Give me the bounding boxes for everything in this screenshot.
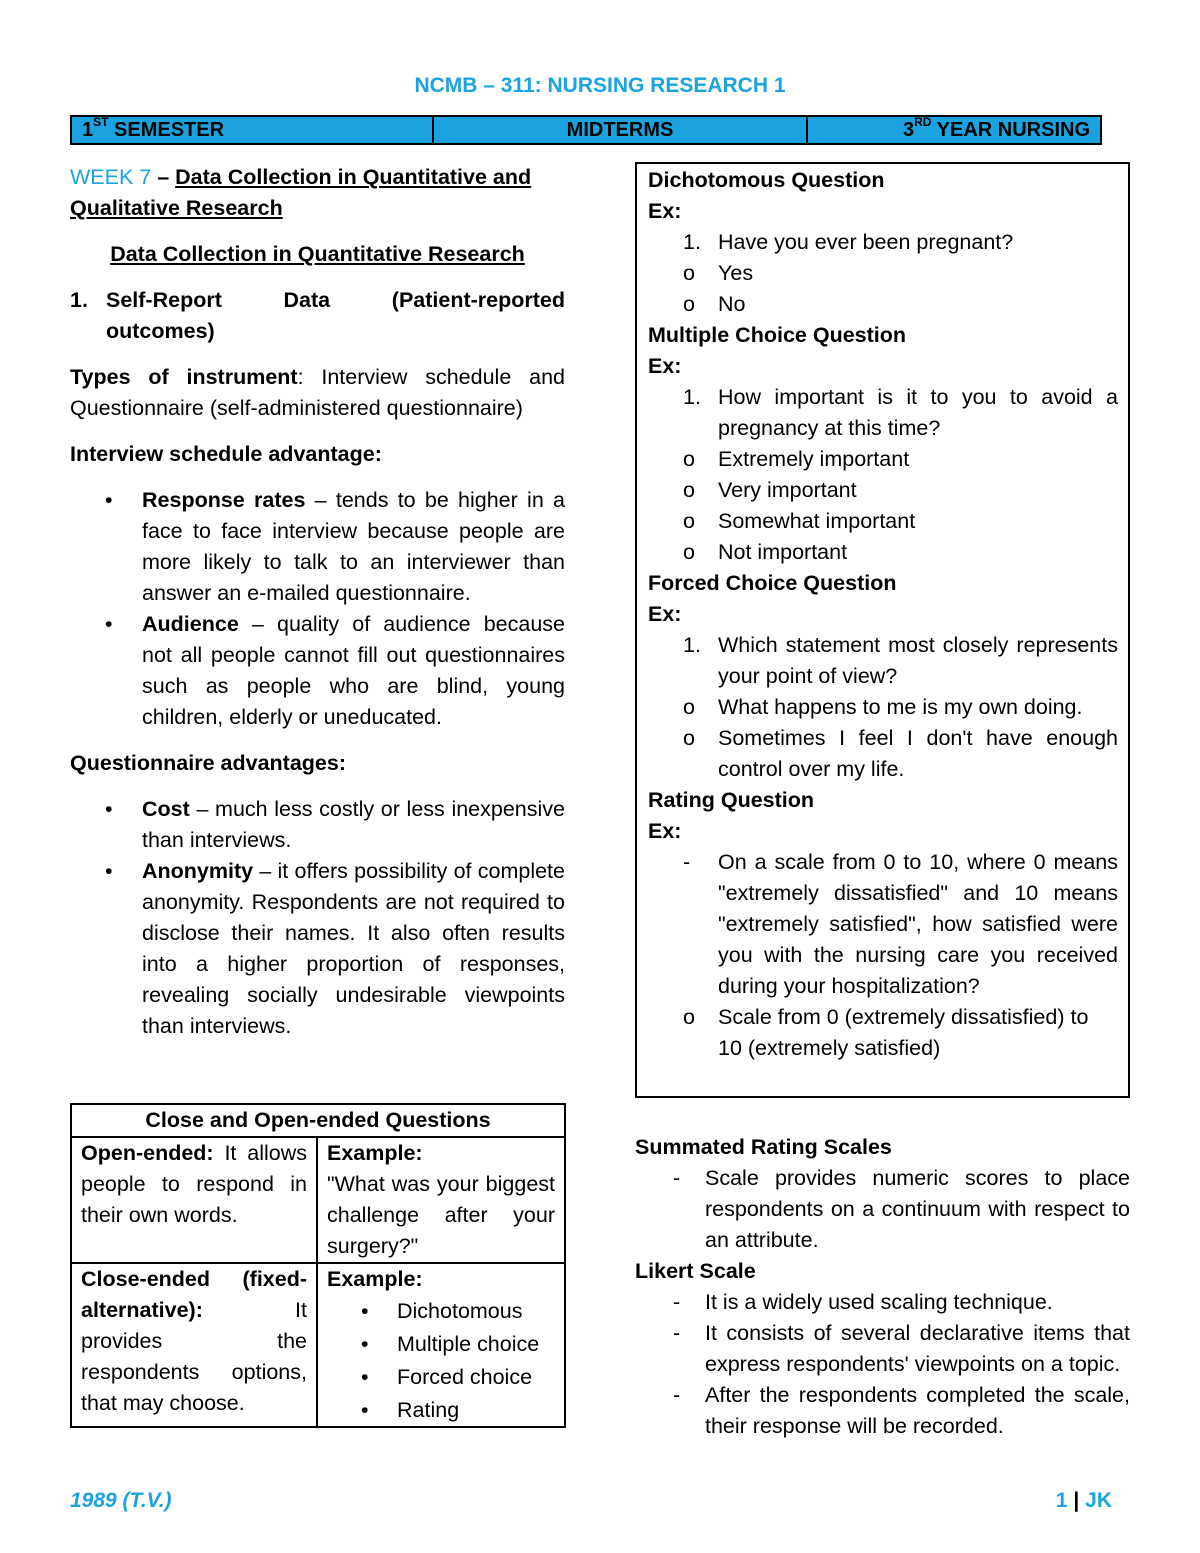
interview-heading: Interview schedule advantage: [70, 442, 382, 466]
interview-bullets [70, 485, 565, 733]
list-item: • Forced choice [361, 1365, 533, 1389]
section-heading: Data Collection in Quantitative Research [110, 242, 525, 266]
option-item: o Very important [683, 478, 857, 502]
week-heading: WEEK 7 – Data Collection in Quantitative and Qualitative Research [70, 165, 532, 220]
list-item: - It consists of several declarative items that express respondents' viewpoints on a topic. [673, 1321, 1130, 1376]
close-ended-cell: Close-ended (fixed-alternative): It provides the respondents options, that may choose. [71, 1263, 317, 1427]
header-term: MIDTERMS [434, 117, 808, 143]
option-item: o Scale from 0 (extremely dissatisfied) to 10 (extremely satisfied) [683, 1005, 1089, 1060]
table-title: Close and Open-ended Questions [71, 1104, 565, 1137]
ex-label: Ex: [648, 819, 682, 843]
bullet-item: • Anonymity – it offers possibility of complete anonymity. Respondents are not required to disclose their names. It also often results into a higher proportion of responses, revealing socially undesirable viewpoints than interviews. [105, 859, 565, 1038]
question-item: 1. How important is it to you to avoid a pregnancy at this time? [683, 385, 1118, 440]
table-row [71, 1263, 565, 1427]
close-example-cell: Example: • Dichotomous • Multiple choice • Forced choice • Rating [317, 1263, 565, 1427]
open-example-cell: Example: "What was your biggest challenge after your surgery?" [317, 1137, 565, 1263]
header-bar [70, 115, 1102, 145]
multiple-choice-heading: Multiple Choice Question [648, 323, 907, 347]
rating-heading: Rating Question [648, 788, 815, 812]
bullet-item: • Response rates – tends to be higher in a face to face interview because people are more likely to talk to an interviewer than answer an e-mailed questionnaire. [105, 488, 565, 605]
footer-page: 1 | JK [1055, 1489, 1112, 1512]
list-item: - It is a widely used scaling technique. [673, 1290, 1053, 1314]
questionnaire-bullets [70, 794, 565, 1042]
option-item: o Sometimes I feel I don't have enough control over my life. [683, 726, 1118, 781]
option-item: o No [683, 292, 746, 316]
list-item: • Dichotomous [361, 1299, 523, 1323]
question-types-box [635, 162, 1130, 1098]
footer-left: 1989 (T.V.) [70, 1489, 172, 1512]
bullet-item: • Audience – quality of audience because not all people cannot fill out questionnaires such as people who are blind, young children, elderly or uneducated. [105, 612, 565, 729]
header-year: 3RD YEAR NURSING [902, 115, 1090, 141]
question-item: 1. Have you ever been pregnant? [683, 230, 1014, 254]
list-item: - After the respondents completed the scale, their response will be recorded. [673, 1383, 1130, 1438]
page-title: NCMB – 311: NURSING RESEARCH 1 [414, 74, 786, 97]
close-open-table [70, 1103, 566, 1428]
likert-heading: Likert Scale [635, 1259, 756, 1283]
dichotomous-heading: Dichotomous Question [648, 168, 885, 192]
option-item: o Extremely important [683, 447, 910, 471]
open-ended-cell: Open-ended: It allows people to respond in their own words. [71, 1137, 317, 1263]
option-item: o Not important [683, 540, 848, 564]
ex-label: Ex: [648, 354, 682, 378]
numbered-item: 1. Self-Report Data (Patient-reported outcomes) [70, 288, 565, 343]
forced-choice-heading: Forced Choice Question [648, 571, 897, 595]
header-semester: 1ST SEMESTER [72, 117, 434, 143]
question-item: - On a scale from 0 to 10, where 0 means "extremely dissatisfied" and 10 means "extremely satisfied", how satisfied were you with the nursing care you received during your hospitalization? [683, 850, 1118, 998]
list-item: • Multiple choice [361, 1332, 540, 1356]
ex-label: Ex: [648, 199, 682, 223]
left-column [70, 162, 565, 1042]
table-row [71, 1137, 565, 1263]
option-item: o What happens to me is my own doing. [683, 695, 1083, 719]
list-item: • Rating [361, 1398, 460, 1422]
option-item: o Yes [683, 261, 754, 285]
summated-heading: Summated Rating Scales [635, 1135, 892, 1159]
option-item: o Somewhat important [683, 509, 916, 533]
questionnaire-heading: Questionnaire advantages: [70, 751, 346, 775]
list-item: - Scale provides numeric scores to place respondents on a continuum with respect to an attribute. [673, 1166, 1130, 1252]
types-paragraph: Types of instrument: Interview schedule and Questionnaire (self-administered questionnaire) [70, 365, 565, 420]
bullet-item: • Cost – much less costly or less inexpensive than interviews. [105, 797, 565, 852]
right-column [635, 162, 1130, 1442]
question-item: 1. Which statement most closely represents your point of view? [683, 633, 1118, 688]
ex-label: Ex: [648, 602, 682, 626]
